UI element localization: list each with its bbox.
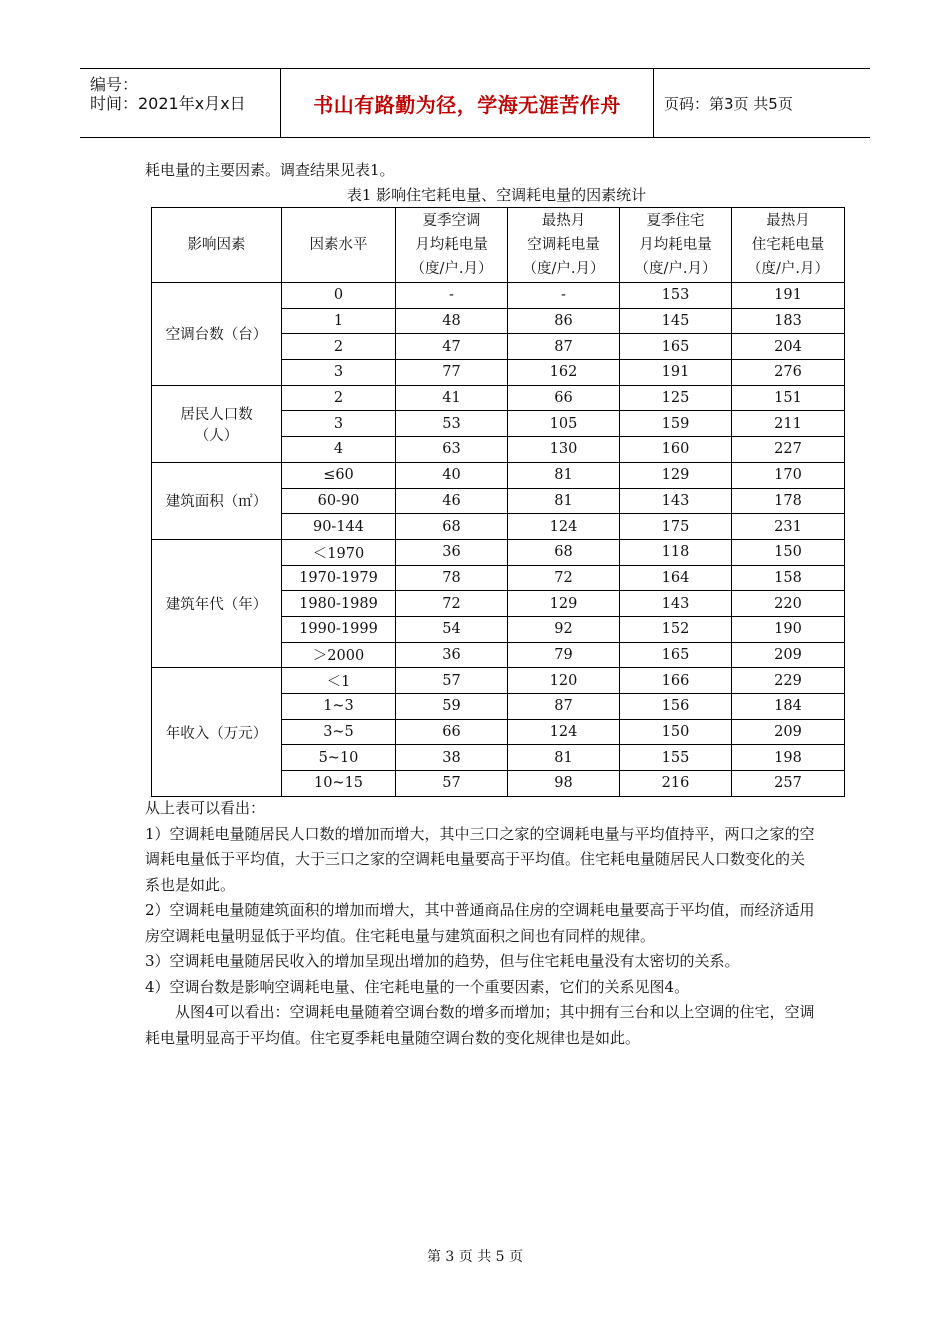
- page-header: [80, 68, 870, 138]
- value-cell: 150: [620, 719, 732, 745]
- value-cell: 175: [620, 514, 732, 540]
- header-line: 月均耗电量: [415, 237, 488, 253]
- header-peak-home: [732, 208, 845, 283]
- value-cell: 204: [732, 334, 845, 360]
- factor-statistics-table: [151, 207, 845, 797]
- value-cell: 190: [732, 616, 845, 642]
- level-cell: 1980-1989: [282, 591, 396, 617]
- value-cell: 105: [508, 411, 620, 437]
- header-line: （度/户.月）: [410, 261, 493, 277]
- value-cell: 68: [396, 514, 508, 540]
- table-header-row: [152, 208, 845, 283]
- value-cell: -: [396, 283, 508, 309]
- header-line: 最热月: [766, 213, 810, 229]
- value-cell: 162: [508, 360, 620, 386]
- value-cell: 124: [508, 514, 620, 540]
- value-cell: 59: [396, 694, 508, 720]
- value-cell: 72: [508, 565, 620, 591]
- value-cell: 125: [620, 385, 732, 411]
- level-cell: ＞2000: [282, 642, 396, 668]
- table-row: [152, 283, 845, 309]
- value-cell: 164: [620, 565, 732, 591]
- value-cell: 129: [620, 462, 732, 488]
- analysis-point-5: 从图4可以看出：空调耗电量随着空调台数的增多而增加；其中拥有三台和以上空调的住宅，空调耗电量明显高于平均值。住宅夏季耗电量随空调台数的变化规律也是如此。: [145, 1003, 815, 1047]
- value-cell: 118: [620, 539, 732, 565]
- header-summer-home: [620, 208, 732, 283]
- value-cell: 87: [508, 334, 620, 360]
- value-cell: 227: [732, 437, 845, 463]
- level-cell: 3~5: [282, 719, 396, 745]
- value-cell: 81: [508, 462, 620, 488]
- header-line: （度/户.月）: [522, 261, 605, 277]
- level-cell: 1990-1999: [282, 616, 396, 642]
- analysis-lead: 从上表可以看出：: [145, 799, 266, 817]
- value-cell: 151: [732, 385, 845, 411]
- value-cell: 68: [508, 539, 620, 565]
- value-cell: 78: [396, 565, 508, 591]
- table-row: [152, 462, 845, 488]
- value-cell: 41: [396, 385, 508, 411]
- value-cell: 231: [732, 514, 845, 540]
- value-cell: 63: [396, 437, 508, 463]
- value-cell: 120: [508, 668, 620, 694]
- value-cell: 150: [732, 539, 845, 565]
- analysis-point-2: 2）空调耗电量随建筑面积的增加而增大，其中普通商品住房的空调耗电量要高于平均值，而经济适用房空调耗电量明显低于平均值。住宅耗电量与建筑面积之间也有同样的规律。: [145, 901, 815, 945]
- value-cell: 143: [620, 488, 732, 514]
- factor-cell: 建筑面积（㎡）: [152, 462, 282, 539]
- value-cell: 158: [732, 565, 845, 591]
- value-cell: 57: [396, 668, 508, 694]
- value-cell: 191: [620, 360, 732, 386]
- value-cell: 211: [732, 411, 845, 437]
- value-cell: 178: [732, 488, 845, 514]
- value-cell: 152: [620, 616, 732, 642]
- header-motto: [281, 69, 654, 137]
- value-cell: 77: [396, 360, 508, 386]
- header-page-info: [654, 69, 870, 137]
- table-row: [152, 539, 845, 565]
- header-line: 夏季空调: [422, 213, 481, 229]
- value-cell: 165: [620, 334, 732, 360]
- value-cell: 48: [396, 308, 508, 334]
- value-cell: 53: [396, 411, 508, 437]
- table-caption: 表1 影响住宅耗电量、空调耗电量的因素统计: [346, 186, 647, 204]
- value-cell: 124: [508, 719, 620, 745]
- analysis-point-3: 3）空调耗电量随居民收入的增加呈现出增加的趋势，但与住宅耗电量没有太密切的关系。: [145, 952, 740, 970]
- value-cell: 160: [620, 437, 732, 463]
- value-cell: 184: [732, 694, 845, 720]
- page-info-text: 页码：第3页 共5页: [664, 94, 793, 113]
- header-line: 夏季住宅: [646, 213, 705, 229]
- level-cell: ＜1: [282, 668, 396, 694]
- header-line: 月均耗电量: [639, 237, 712, 253]
- analysis-point-4: 4）空调台数是影响空调耗电量、住宅耗电量的一个重要因素，它们的关系见图4。: [145, 977, 690, 996]
- factor-cell: 年收入（万元）: [152, 668, 282, 796]
- value-cell: 87: [508, 694, 620, 720]
- value-cell: 209: [732, 719, 845, 745]
- level-cell: 1: [282, 308, 396, 334]
- value-cell: -: [508, 283, 620, 309]
- value-cell: 165: [620, 642, 732, 668]
- value-cell: 257: [732, 771, 845, 797]
- value-cell: 47: [396, 334, 508, 360]
- value-cell: 66: [396, 719, 508, 745]
- value-cell: 156: [620, 694, 732, 720]
- header-line: （度/户.月）: [747, 261, 829, 277]
- level-cell: 60-90: [282, 488, 396, 514]
- level-cell: 2: [282, 334, 396, 360]
- level-cell: 90-144: [282, 514, 396, 540]
- value-cell: 130: [508, 437, 620, 463]
- value-cell: 79: [508, 642, 620, 668]
- level-cell: 3: [282, 360, 396, 386]
- value-cell: 72: [396, 591, 508, 617]
- value-cell: 170: [732, 462, 845, 488]
- number-label: 编号：: [90, 75, 139, 94]
- value-cell: 92: [508, 616, 620, 642]
- level-cell: ＜1970: [282, 539, 396, 565]
- header-peak-ac: [508, 208, 620, 283]
- level-cell: 3: [282, 411, 396, 437]
- value-cell: 145: [620, 308, 732, 334]
- header-line: （度/户.月）: [634, 261, 717, 277]
- header-factor: 影响因素: [152, 208, 282, 283]
- value-cell: 129: [508, 591, 620, 617]
- factor-cell: 建筑年代（年）: [152, 539, 282, 667]
- value-cell: 153: [620, 283, 732, 309]
- header-level: 因素水平: [282, 208, 396, 283]
- value-cell: 276: [732, 360, 845, 386]
- value-cell: 143: [620, 591, 732, 617]
- table-row: [152, 385, 845, 411]
- value-cell: 57: [396, 771, 508, 797]
- header-line: 空调耗电量: [527, 237, 600, 253]
- value-cell: 183: [732, 308, 845, 334]
- value-cell: 36: [396, 642, 508, 668]
- value-cell: 46: [396, 488, 508, 514]
- header-summer-ac: [396, 208, 508, 283]
- level-cell: 10~15: [282, 771, 396, 797]
- level-cell: 0: [282, 283, 396, 309]
- value-cell: 40: [396, 462, 508, 488]
- analysis-section: [145, 796, 815, 1051]
- value-cell: 81: [508, 745, 620, 771]
- factor-cell: 居民人口数 （人）: [152, 385, 282, 462]
- level-cell: 1~3: [282, 694, 396, 720]
- table-body: [152, 283, 845, 797]
- level-cell: 4: [282, 437, 396, 463]
- value-cell: 54: [396, 616, 508, 642]
- header-line: 最热月: [541, 213, 586, 229]
- page-footer: 第 3 页 共 5 页: [426, 1249, 524, 1265]
- value-cell: 159: [620, 411, 732, 437]
- intro-line: 耗电量的主要因素。调查结果见表1。: [145, 161, 395, 179]
- value-cell: 209: [732, 642, 845, 668]
- value-cell: 191: [732, 283, 845, 309]
- value-cell: 38: [396, 745, 508, 771]
- factor-cell: 空调台数（台）: [152, 283, 282, 386]
- value-cell: 98: [508, 771, 620, 797]
- value-cell: 198: [732, 745, 845, 771]
- level-cell: 1970-1979: [282, 565, 396, 591]
- value-cell: 36: [396, 539, 508, 565]
- level-cell: 5~10: [282, 745, 396, 771]
- table-row: [152, 668, 845, 694]
- time-label: 时间：2021年x月x日: [90, 94, 246, 113]
- value-cell: 66: [508, 385, 620, 411]
- header-line: 住宅耗电量: [751, 237, 825, 253]
- value-cell: 220: [732, 591, 845, 617]
- value-cell: 81: [508, 488, 620, 514]
- level-cell: 2: [282, 385, 396, 411]
- value-cell: 216: [620, 771, 732, 797]
- header-meta: [80, 69, 281, 137]
- value-cell: 166: [620, 668, 732, 694]
- analysis-point-1: 1）空调耗电量随居民人口数的增加而增大，其中三口之家的空调耗电量与平均值持平，两口之家的空调耗电量低于平均值，大于三口之家的空调耗电量要高于平均值。住宅耗电量随居民人口数变化的关系也是如此。: [145, 824, 815, 894]
- motto-text: 书山有路勤为径，学海无涯苦作舟: [313, 92, 621, 117]
- value-cell: 155: [620, 745, 732, 771]
- level-cell: ≤60: [282, 462, 396, 488]
- value-cell: 86: [508, 308, 620, 334]
- value-cell: 229: [732, 668, 845, 694]
